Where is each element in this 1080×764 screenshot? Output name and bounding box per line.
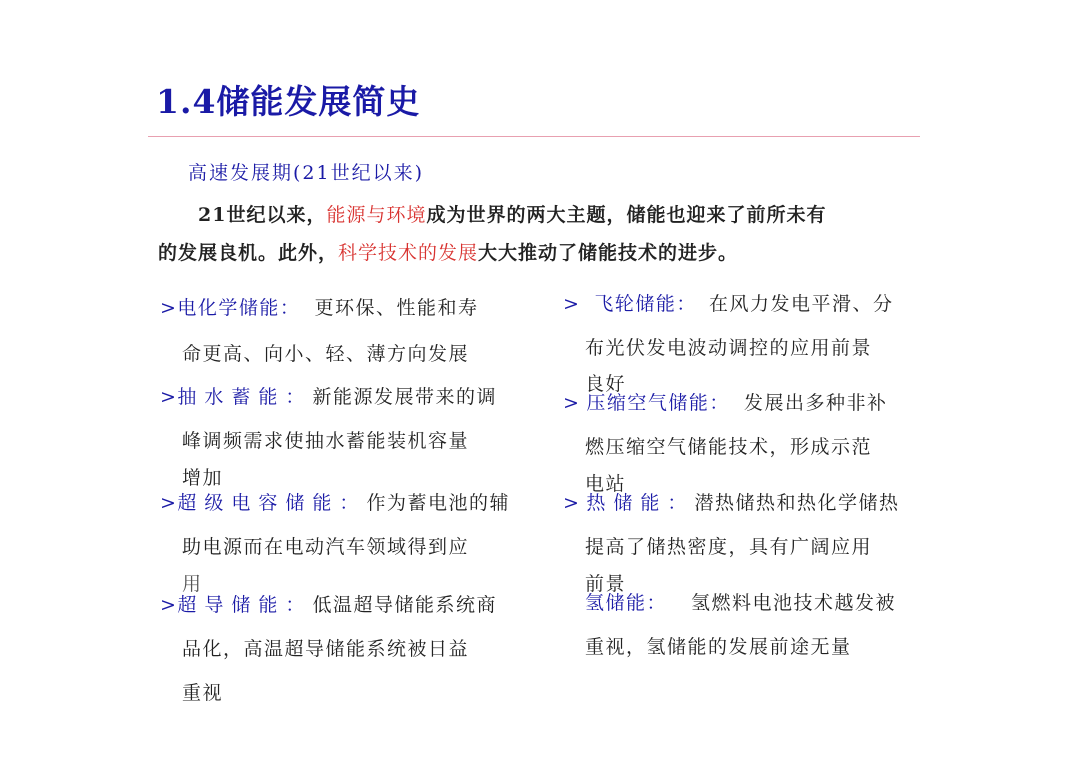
item-text: 用 [182, 573, 203, 595]
arrow-marker-icon: > [160, 492, 178, 514]
arrow-marker-icon: > [563, 392, 581, 414]
list-item-supercapacitor [160, 481, 510, 599]
item-label: 飞轮储能： [594, 293, 697, 315]
item-text: 作为蓄电池的辅 [366, 492, 510, 514]
item-text: 氢燃料电池技术越发被 [691, 592, 897, 614]
item-text: 增加 [182, 467, 224, 489]
arrow-marker-icon: > [160, 297, 178, 319]
item-text: 布光伏发电波动调控的应用前景 [585, 337, 873, 359]
arrow-marker-icon: > [160, 594, 178, 616]
item-label: 压缩空气储能： [586, 392, 730, 414]
arrow-marker-icon: > [160, 386, 178, 408]
intro-paragraph [158, 196, 898, 272]
item-text: 助电源而在电动汽车领域得到应 [182, 536, 470, 558]
item-text: 电站 [585, 473, 627, 495]
item-text: 前景 [585, 573, 627, 595]
arrow-marker-icon: > [563, 293, 581, 315]
intro-text: 21世纪以来， [198, 204, 327, 226]
title-divider [148, 136, 920, 137]
item-label: 超导储能： [177, 594, 313, 616]
list-item-hydrogen [563, 581, 896, 669]
item-text: 重视，氢储能的发展前途无量 [585, 636, 852, 658]
item-text: 提高了储热密度，具有广阔应用 [585, 536, 873, 558]
page-title: 1.4储能发展简史 [156, 82, 421, 121]
item-text: 潜热储热和热化学储热 [694, 492, 900, 514]
item-text: 新能源发展带来的调 [312, 386, 497, 408]
item-label: 超级电容储能： [177, 492, 367, 514]
item-text: 峰调频需求使抽水蓄能装机容量 [182, 430, 470, 452]
list-item-superconducting [160, 583, 497, 715]
intro-highlight: 科学技术的发展 [338, 242, 479, 264]
item-label: 电化学储能： [177, 297, 301, 319]
item-text: 重视 [182, 682, 224, 704]
item-text: 发展出多种非补 [743, 392, 888, 414]
item-text: 燃压缩空气储能技术，形成示范 [585, 436, 873, 458]
item-text: 命更高、向小、轻、薄方向发展 [182, 343, 470, 365]
item-text: 低温超导储能系统商 [312, 594, 497, 616]
item-label: 氢储能： [585, 592, 668, 614]
item-text: 在风力发电平滑、分 [708, 293, 894, 315]
list-item-pumped-hydro [160, 375, 497, 493]
intro-line-1 [158, 196, 898, 234]
intro-line-2 [158, 234, 898, 272]
arrow-marker-icon: > [563, 492, 581, 514]
intro-text: 大大推动了储能技术的进步。 [478, 242, 739, 264]
item-label: 热储能： [586, 492, 695, 514]
intro-text: 的发展良机。此外， [158, 242, 339, 264]
section-subtitle: 高速发展期(21世纪以来) [188, 162, 425, 184]
intro-highlight: 能源与环境 [326, 204, 427, 226]
item-label: 抽水蓄能： [177, 386, 313, 408]
item-text: 更环保、性能和寿 [314, 297, 479, 319]
item-text: 良好 [585, 373, 627, 395]
intro-text: 成为世界的两大主题，储能也迎来了前所未有 [426, 204, 827, 226]
item-text: 品化，高温超导储能系统被日益 [182, 638, 470, 660]
list-item-electrochemical [160, 286, 478, 376]
